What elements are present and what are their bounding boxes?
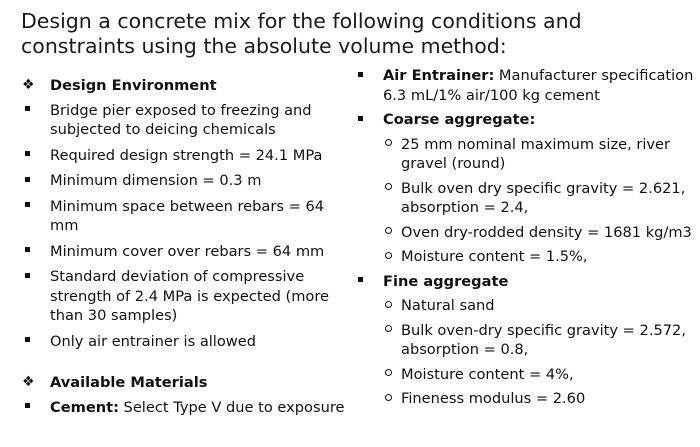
list-item-coarse-aggregate — [355, 110, 697, 130]
hollow-circle-bullet-icon — [385, 135, 405, 155]
list-item — [22, 197, 347, 236]
list-item-text: Minimum space between rebars = 64 mm — [50, 197, 325, 234]
list-item-fine-aggregate — [355, 272, 697, 292]
square-bullet-icon — [22, 146, 42, 166]
cement-label: Cement: — [50, 398, 119, 416]
sub-list-item-text: Moisture content = 1.5%, — [401, 248, 588, 265]
square-bullet-icon — [355, 272, 375, 292]
sub-list-item — [355, 321, 697, 360]
sub-list-item — [355, 365, 697, 385]
section-heading-label: Design Environment — [50, 77, 217, 94]
square-bullet-icon — [22, 197, 42, 217]
left-column — [22, 76, 347, 417]
fine-aggregate-label: Fine aggregate — [383, 272, 509, 290]
square-bullet-icon — [22, 171, 42, 191]
list-item — [22, 101, 347, 140]
list-item-text: Bridge pier exposed to freezing and subjected to deicing chemicals — [50, 101, 312, 138]
sub-list-item-text: Moisture content = 4%, — [401, 365, 574, 383]
hollow-circle-bullet-icon — [385, 321, 405, 341]
sub-list-item — [355, 179, 697, 218]
sub-list-item-text: Natural sand — [401, 297, 495, 314]
list-item — [22, 332, 347, 352]
sub-list-item-text: 25 mm nominal maximum size, river gravel (round) — [401, 135, 671, 172]
list-item-text: Required design strength = 24.1 MPa — [50, 146, 323, 164]
sub-list-item — [355, 223, 697, 243]
sub-list-item-text: Bulk oven dry specific gravity = 2.621, absorption = 2.4, — [401, 179, 686, 216]
list-item — [22, 171, 347, 191]
sub-list-item — [355, 389, 697, 409]
hollow-circle-bullet-icon — [385, 365, 405, 385]
list-item — [22, 146, 347, 166]
coarse-aggregate-label: Coarse aggregate: — [383, 111, 536, 128]
list-item — [22, 267, 347, 326]
section-heading-design-environment — [22, 76, 347, 96]
diamond-bullet-icon: ❖ — [22, 374, 35, 390]
right-column — [355, 66, 697, 409]
square-bullet-icon — [355, 66, 375, 86]
list-item-text: Standard deviation of compressive strength of 2.4 MPa is expected (more than 30 samples) — [50, 268, 329, 324]
square-bullet-icon — [22, 101, 42, 121]
square-bullet-icon — [22, 267, 42, 287]
sub-list-item — [355, 296, 697, 316]
air-entrainer-label: Air Entrainer: — [383, 67, 495, 84]
sub-list-item-text: Oven dry-rodded density = 1681 kg/m3 — [401, 223, 692, 241]
hollow-circle-bullet-icon — [385, 389, 405, 409]
hollow-circle-bullet-icon — [385, 179, 405, 199]
sub-list-item-text: Bulk oven-dry specific gravity = 2.572, absorption = 0.8, — [401, 321, 686, 358]
sub-list-item-text: Fineness modulus = 2.60 — [401, 390, 586, 407]
section-heading-label: Available Materials — [50, 374, 208, 391]
sub-list-item — [355, 135, 697, 174]
square-bullet-icon — [22, 242, 42, 262]
square-bullet-icon — [22, 398, 42, 418]
list-item-cement — [22, 398, 347, 418]
diamond-bullet-icon: ❖ — [22, 77, 35, 93]
cement-text: Select Type V due to exposure — [118, 398, 345, 416]
list-item-air-entrainer — [355, 66, 697, 105]
section-heading-available-materials — [22, 373, 347, 393]
air-entrainer-text: Manufacturer specification 6.3 mL/1% air/100 kg cement — [383, 67, 694, 104]
slide-title: Design a concrete mix for the following conditions and constraints using the absolute volume method: — [21, 9, 582, 58]
list-item-text: Minimum dimension = 0.3 m — [50, 172, 262, 189]
list-item-text: Minimum cover over rebars = 64 mm — [50, 242, 325, 260]
sub-list-item — [355, 247, 697, 267]
square-bullet-icon — [22, 332, 42, 352]
hollow-circle-bullet-icon — [385, 296, 405, 316]
list-item — [22, 242, 347, 262]
hollow-circle-bullet-icon — [385, 247, 405, 267]
list-item-text: Only air entrainer is allowed — [50, 332, 256, 350]
square-bullet-icon — [355, 110, 375, 130]
hollow-circle-bullet-icon — [385, 223, 405, 243]
